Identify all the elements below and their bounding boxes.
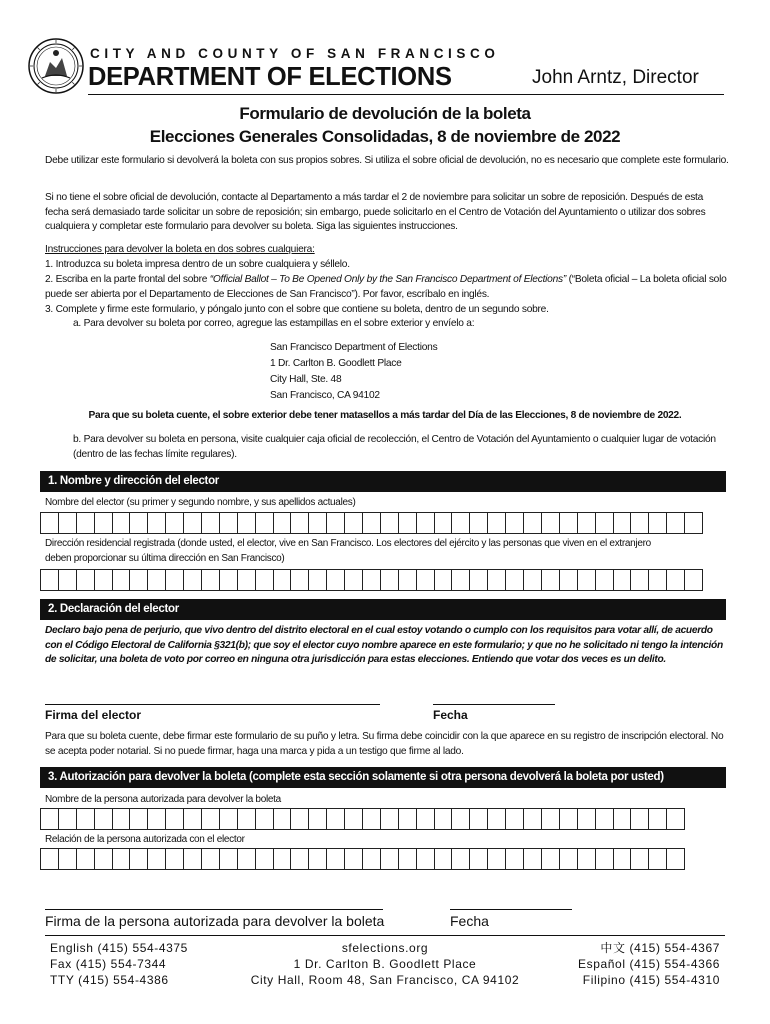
footer-line: 中文 (415) 554-4367: [600, 941, 720, 955]
voter-date-line[interactable]: [433, 704, 555, 705]
relationship-boxes[interactable]: [40, 848, 684, 870]
authorized-name-boxes[interactable]: [40, 808, 684, 830]
footer-phone-left: [50, 940, 188, 988]
form-title: Formulario de devolución de la boleta: [239, 104, 531, 123]
instruction-step-2: [45, 273, 729, 302]
section-3-header: 3. Autorización para devolver la boleta (complete esta sección solamente si otra persona devolverá la boleta por usted): [40, 767, 726, 788]
step-2-envelope-text: “Official Ballot – To Be Opened Only by the San Francisco Department of Elections”: [209, 274, 566, 285]
city-seal-icon: [28, 38, 84, 94]
footer-line: TTY (415) 554-4386: [50, 973, 169, 987]
footer-line: City Hall, Room 48, San Francisco, CA 94102: [250, 973, 520, 987]
department-name: DEPARTMENT OF ELECTIONS: [88, 61, 452, 91]
voter-declaration: Declaro bajo pena de perjurio, que vivo dentro del distrito electoral en el cual estoy votando o cumplo con los requisitos para votar allí, de acuerdo con el Código Electoral de California §321(b); que soy el elector cuyo nombre aparece en este formulario; y que no he solicitado ni tengo la intención de solicitar, una boleta de voto por correo en ninguna otra jurisdicción para estas elecciones. Entiendo que votar dos veces es un delito.: [45, 625, 723, 665]
footer-divider: [45, 935, 725, 936]
voter-name-label: Nombre del elector (su primer y segundo nombre, y sus apellidos actuales): [45, 497, 356, 508]
address-line: San Francisco, CA 94102: [270, 390, 380, 401]
intro-paragraph-1: Debe utilizar este formulario si devolverá la boleta con sus propios sobres. Si utiliza el sobre oficial de devolución, no es necesario que complete este formulario.: [45, 155, 729, 166]
footer-line: 1 Dr. Carlton B. Goodlett Place: [293, 957, 477, 971]
footer-line: Español (415) 554-4366: [578, 957, 720, 971]
address-label-line-2: deben proporcionar su última dirección en San Francisco): [45, 553, 285, 564]
authorized-signature-label: Firma de la persona autorizada para devolver la boleta: [45, 913, 385, 929]
instruction-step-1: 1. Introduzca su boleta impresa dentro de un sobre cualquiera y séllelo.: [45, 259, 350, 270]
election-title: Elecciones Generales Consolidadas, 8 de noviembre de 2022: [149, 127, 621, 146]
address-line: City Hall, Ste. 48: [270, 374, 342, 385]
authorized-date-label: Fecha: [450, 913, 489, 929]
header-divider: [88, 94, 724, 95]
instruction-step-3a: a. Para devolver su boleta por correo, agregue las estampillas en el sobre exterior y envíelo a:: [73, 318, 475, 329]
letterhead: [28, 38, 724, 96]
voter-date-label: Fecha: [433, 708, 468, 722]
instruction-step-3b: b. Para devolver su boleta en persona, visite cualquier caja oficial de recolección, el Centro de Votación del Ayuntamiento o cualquier lugar de votación (dentro de las fechas límite regulares).: [73, 434, 716, 460]
footer-line: Fax (415) 554-7344: [50, 957, 167, 971]
footer-phone-right: [540, 940, 720, 988]
footer-line: Filipino (415) 554-4310: [582, 973, 720, 987]
address-line: San Francisco Department of Elections: [270, 342, 438, 353]
authorized-signature-line[interactable]: [45, 909, 383, 910]
section-2-header: 2. Declaración del elector: [40, 599, 726, 620]
authorized-name-label: Nombre de la persona autorizada para devolver la boleta: [45, 794, 281, 805]
relationship-label: Relación de la persona autorizada con el elector: [45, 834, 245, 845]
step-2-suffix: (“Boleta oficial – La boleta oficial solo puede ser abierta por el Departamento de Elecciones de San Francisco”). Por favor, escríbalo en inglés.: [45, 274, 727, 300]
address-label-line-1: Dirección residencial registrada (donde usted, el elector, vive en San Francisco. Los electores del ejército y las personas que viven en el extranjero: [45, 538, 651, 549]
step-2-prefix: 2. Escriba en la parte frontal del sobre: [45, 274, 210, 285]
agency-line: CITY AND COUNTY OF SAN FRANCISCO: [90, 46, 500, 61]
signature-note: Para que su boleta cuente, debe firmar este formulario de su puño y letra. Su firma debe coincidir con la que aparece en su registro de inscripción electoral. No se acepta poder notarial. Si no puede firmar, haga una marca y pida a un testigo que firme al lado.: [45, 731, 724, 757]
footer-website: sfelections.org: [341, 941, 429, 955]
section-1-header: 1. Nombre y dirección del elector: [40, 471, 726, 492]
footer-address: [240, 940, 530, 988]
footer-line: English (415) 554-4375: [50, 941, 188, 955]
postmark-note: Para que su boleta cuente, el sobre exterior debe tener matasellos a más tardar del Día de las Elecciones, 8 de noviembre de 2022.: [88, 410, 682, 421]
intro-paragraph-2: Si no tiene el sobre oficial de devolución, contacte al Departamento a más tardar el 2 de noviembre para solicitar un sobre de reposición. Después de esta fecha será demasiado tarde solicitar un sobre de reposición; sin embargo, puede solicitarlo en el Centro de Votación del Ayuntamiento o utilizar dos sobres cualquiera y completar este formulario para devolver su boleta. Siga las siguientes instrucciones.: [45, 192, 706, 232]
mailing-address: [270, 340, 437, 404]
instruction-step-3: 3. Complete y firme este formulario, y póngalo junto con el sobre que contiene su boleta, dentro de un segundo sobre.: [45, 304, 549, 315]
director-name: John Arntz, Director: [532, 67, 699, 88]
residence-address-boxes[interactable]: [40, 569, 702, 591]
instructions-heading: Instrucciones para devolver la boleta en dos sobres cualquiera:: [45, 244, 315, 255]
address-line: 1 Dr. Carlton B. Goodlett Place: [270, 358, 402, 369]
voter-signature-label: Firma del elector: [45, 708, 142, 722]
voter-signature-line[interactable]: [45, 704, 380, 705]
voter-name-boxes[interactable]: [40, 512, 702, 534]
authorized-date-line[interactable]: [450, 909, 572, 910]
